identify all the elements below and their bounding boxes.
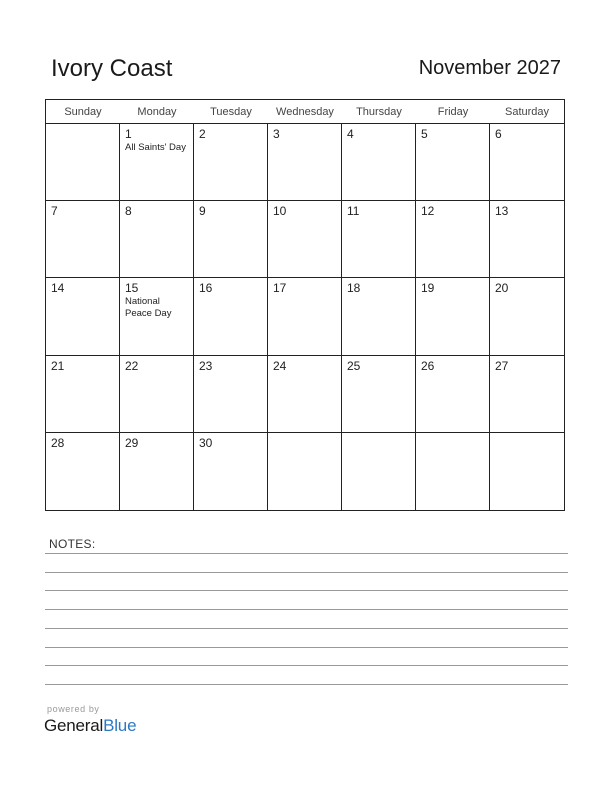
note-line [45,553,568,554]
weekday-saturday: Saturday [504,106,550,118]
day-cell [46,356,120,433]
weekday-friday: Friday [437,106,469,118]
day-number: 4 [347,127,354,141]
day-number: 3 [273,127,280,141]
day-cell [120,124,194,201]
day-number: 16 [199,281,213,296]
weekday-tuesday: Tuesday [210,106,252,118]
day-number: 9 [199,204,206,219]
day-number: 5 [421,127,428,141]
day-cell [342,356,416,433]
day-cell [194,124,268,201]
day-number: 8 [125,204,132,219]
note-line [45,665,568,666]
day-cell [194,433,268,510]
weekday-monday: Monday [137,106,177,118]
day-number: 10 [273,204,287,219]
note-line [45,628,568,629]
day-cell [194,356,268,433]
weekday-thursday: Thursday [356,106,402,118]
day-cell [490,356,564,433]
day-number: 1 [125,127,132,141]
notes-label: NOTES: [49,537,96,551]
day-number: 11 [347,204,360,219]
day-number: 12 [421,204,435,219]
holiday-label: National Peace Day [125,296,172,320]
day-number: 26 [421,358,435,373]
day-cell [46,278,120,355]
day-cell [416,356,490,433]
day-cell [416,124,490,201]
day-cell [342,124,416,201]
day-cell [120,433,194,510]
generalblue-logo [44,716,136,736]
day-cell [268,278,342,355]
note-line [45,572,568,573]
day-number: 15 [125,281,139,296]
day-number: 2 [199,127,206,141]
day-cell [342,433,416,510]
day-number: 18 [347,281,361,296]
note-line [45,609,568,610]
day-number: 28 [51,435,65,450]
day-number: 6 [495,127,502,141]
day-cell [46,433,120,510]
day-number: 19 [421,281,435,296]
holiday-label: All Saints' Day [125,142,186,153]
day-cell [416,201,490,278]
day-cell [342,201,416,278]
day-cell [416,433,490,510]
day-cell [416,278,490,355]
day-cell [268,201,342,278]
country-title: Ivory Coast [51,55,173,82]
day-cell [490,124,564,201]
day-cell [194,201,268,278]
day-cell [490,433,564,510]
weekday-sunday: Sunday [64,106,102,118]
day-number: 29 [125,435,139,450]
day-cell [120,278,194,355]
day-number: 21 [51,358,65,373]
day-number: 7 [51,204,58,219]
brand-general-text: General [44,716,104,735]
weekday-header [46,100,564,124]
day-cell [46,201,120,278]
day-number: 13 [495,204,509,219]
calendar-grid [45,99,565,511]
day-cell [46,124,120,201]
brand-blue-text: Blue [103,716,137,735]
day-number: 14 [51,281,65,296]
day-cell [342,278,416,355]
day-number: 30 [199,435,213,450]
note-line [45,647,568,648]
day-cell [120,356,194,433]
day-cell [490,278,564,355]
day-number: 24 [273,358,287,373]
day-cell [120,201,194,278]
weekday-wednesday: Wednesday [276,106,334,118]
day-cell [268,433,342,510]
day-cell [268,124,342,201]
day-number: 17 [273,281,287,296]
note-line [45,590,568,591]
day-number: 25 [347,358,361,373]
powered-by-text: powered by [47,704,100,714]
month-year-title: November 2027 [418,57,561,79]
day-number: 27 [495,358,509,373]
day-cell [194,278,268,355]
day-cell [268,356,342,433]
day-cell [490,201,564,278]
day-number: 22 [125,358,139,373]
calendar-weeks [46,124,564,510]
day-number: 23 [199,358,213,373]
note-line [45,684,568,685]
day-number: 20 [495,281,509,296]
